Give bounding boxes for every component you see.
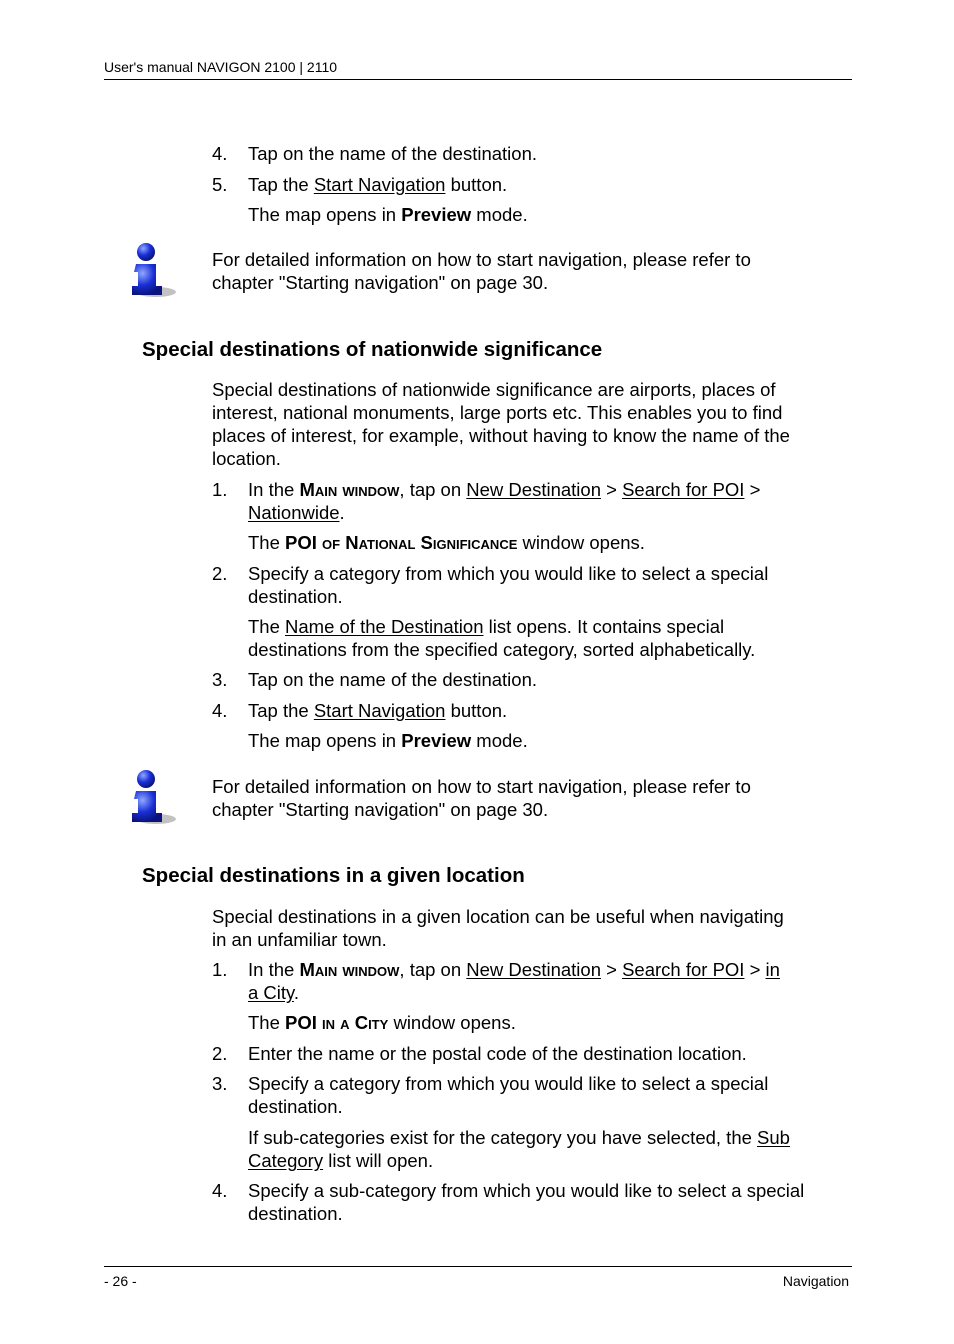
step-number: 2. [212,1043,228,1064]
step-result: The Name of the Destination list opens. It contains special [248,616,725,637]
step-text: Specify a category from which you would like to select a special [248,563,769,584]
new-destination-link: New Destination [466,479,601,500]
sub-category-link: Category [248,1150,324,1171]
start-navigation-link: Start Navigation [313,174,446,195]
main-window-ref: Main window [299,959,400,980]
step-text: a City. [248,982,300,1003]
page-number: - 26 - [104,1273,137,1289]
step-text: Tap the Start Navigation button. [248,174,508,195]
info-note-line: For detailed information on how to start navigation, please refer to [212,249,751,270]
step-result: The map opens in Preview mode. [248,204,528,225]
start-navigation-link: Start Navigation [313,700,446,721]
nationwide-link: Nationwide [248,502,340,523]
step-number: 1. [212,959,228,980]
paragraph-line: interest, national monuments, large ports etc. This enables you to find [212,402,783,423]
step-number: 3. [212,669,228,690]
step-number: 4. [212,1180,228,1201]
paragraph-line: places of interest, for example, without having to know the name of the [212,425,790,446]
step-number: 2. [212,563,228,584]
step-text: Tap on the name of the destination. [248,669,538,690]
in-a-city-link: in [765,959,780,980]
step-number: 4. [212,143,228,164]
step-text: Tap the Start Navigation button. [248,700,508,721]
step-result: Category list will open. [248,1150,434,1171]
info-note-line: For detailed information on how to start navigation, please refer to [212,776,751,797]
name-of-destination-link: Name of the Destination [285,616,484,637]
step-result: If sub-categories exist for the category you have selected, the Sub [248,1127,790,1148]
footer-section: Navigation [782,1273,849,1289]
paragraph-line: location. [212,448,281,469]
section-heading: Special destinations in a given location [142,864,525,887]
step-result: The POI in a City window opens. [248,1012,516,1033]
step-text: destination. [248,1096,343,1117]
info-icon [122,767,178,829]
step-number: 5. [212,174,228,195]
new-destination-link: New Destination [466,959,601,980]
step-text: Specify a category from which you would like to select a special [248,1073,769,1094]
step-result: destinations from the specified category, sorted alphabetically. [248,639,756,660]
step-number: 4. [212,700,228,721]
search-for-poi-link: Search for POI [622,479,745,500]
info-icon [122,240,178,302]
step-result: The map opens in Preview mode. [248,730,528,751]
step-text: Enter the name or the postal code of the destination location. [248,1043,747,1064]
step-text: destination. [248,586,343,607]
step-text: destination. [248,1203,343,1224]
step-number: 1. [212,479,228,500]
step-text: Tap on the name of the destination. [248,143,538,164]
step-text: Specify a sub-category from which you would like to select a special [248,1180,805,1201]
sub-category-link: Sub [757,1127,790,1148]
header-title: User's manual NAVIGON 2100 | 2110 [104,59,338,75]
step-result: The POI of National Significance window opens. [248,532,645,553]
page-header [104,58,852,80]
info-note-line: chapter "Starting navigation" on page 30. [212,799,549,820]
paragraph-line: Special destinations of nationwide significance are airports, places of [212,379,776,400]
page-footer [104,1266,852,1290]
paragraph-line: in an unfamiliar town. [212,929,387,950]
paragraph-line: Special destinations in a given location can be useful when navigating [212,906,784,927]
step-text: In the Main window, tap on New Destination > Search for POI > in [248,959,780,980]
info-note-line: chapter "Starting navigation" on page 30. [212,272,549,293]
step-text: In the Main window, tap on New Destination > Search for POI > [248,479,761,500]
step-number: 3. [212,1073,228,1094]
step-text: Nationwide. [248,502,345,523]
section-heading: Special destinations of nationwide significance [142,338,603,361]
main-window-ref: Main window [299,479,400,500]
search-for-poi-link: Search for POI [622,959,745,980]
in-a-city-link: a City [248,982,294,1003]
